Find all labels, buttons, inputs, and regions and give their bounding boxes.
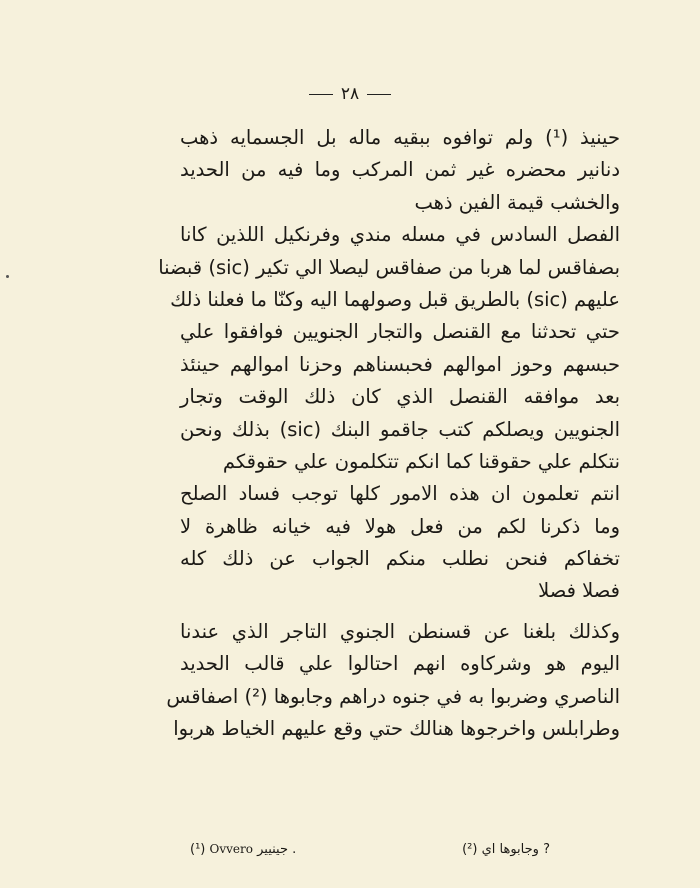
footnotes	[190, 842, 550, 857]
text-line: دنانير محضره غير ثمن المركب وما فيه من الحديد	[180, 158, 620, 182]
text-line: وما ذكرنا لكم من فعل هولا فيه خيانه ظاهرة لا	[180, 514, 620, 538]
paragraph-gap	[180, 608, 620, 616]
text-line: بصفاقس لما هربا من صفاقس ليصلا الي تكير (sic) قبضنا	[158, 255, 620, 279]
page-number-value: ٢٨	[340, 84, 360, 104]
text-line: انتم تعلمون ان هذه الامور كلها توجب فساد الصلح	[180, 482, 620, 506]
footnote-2	[462, 842, 550, 857]
text-line: اليوم هو وشركاوه انهم احتالوا علي قالب الحديد	[180, 652, 620, 676]
text-line: حينيذ (¹) ولم توافوه ببقيه ماله بل الجسمايه ذهب	[180, 126, 620, 149]
text-line: حبسهم وحوز اموالهم فحبسناهم وحزنا اموالهم حينئذ	[180, 352, 620, 376]
page-speck	[6, 275, 9, 278]
text-line: والخشب قيمة الفين ذهب	[414, 190, 620, 214]
arabic-body-text	[158, 122, 620, 745]
footnote-1	[190, 842, 296, 857]
text-line: عليهم (sic) بالطريق قبل وصولهما اليه وكنّا ما فعلنا ذلك	[170, 287, 620, 311]
footnote-2-arabic: وجابوها اي ?	[481, 842, 550, 857]
text-line: وكذلك بلغنا عن قسنطن الجنوي التاجر الذي عندنا	[180, 619, 620, 643]
footnote-1-marker: (¹)	[190, 842, 206, 857]
dash-left	[309, 94, 333, 95]
text-line: فصلا فصلا	[538, 579, 620, 603]
footnote-1-arabic: جينيير .	[257, 842, 297, 857]
text-line: بعد موافقه القنصل الذي كان ذلك الوقت وتجار	[180, 385, 620, 409]
text-line: نتكلم علي حقوقنا كما انكم تتكلمون علي حقوقكم	[222, 449, 620, 473]
dash-right	[367, 94, 391, 95]
text-line: الفصل السادس في مسله مندي وفرنكيل اللذين كانا	[180, 223, 620, 247]
footnote-2-marker: (²)	[462, 842, 478, 857]
page-number	[0, 84, 700, 104]
text-line: الجنويين ويصلكم كتب جاقمو البنك (sic) بذلك ونحن	[180, 417, 620, 441]
footnote-1-latin: Ovvero	[209, 842, 253, 856]
text-line: وطرابلس واخرجوها هنالك حتي وقع عليهم الخياط هربوا	[173, 717, 620, 741]
text-line: الناصري وضربوا به في جنوه دراهم وجابوها (²) اصفاقس	[166, 684, 620, 708]
text-line: تخفاكم فنحن نطلب منكم الجواب عن ذلك كله	[180, 547, 620, 571]
text-line: حتي تحدثنا مع القنصل والتجار الجنويين فوافقوا علي	[180, 320, 620, 344]
